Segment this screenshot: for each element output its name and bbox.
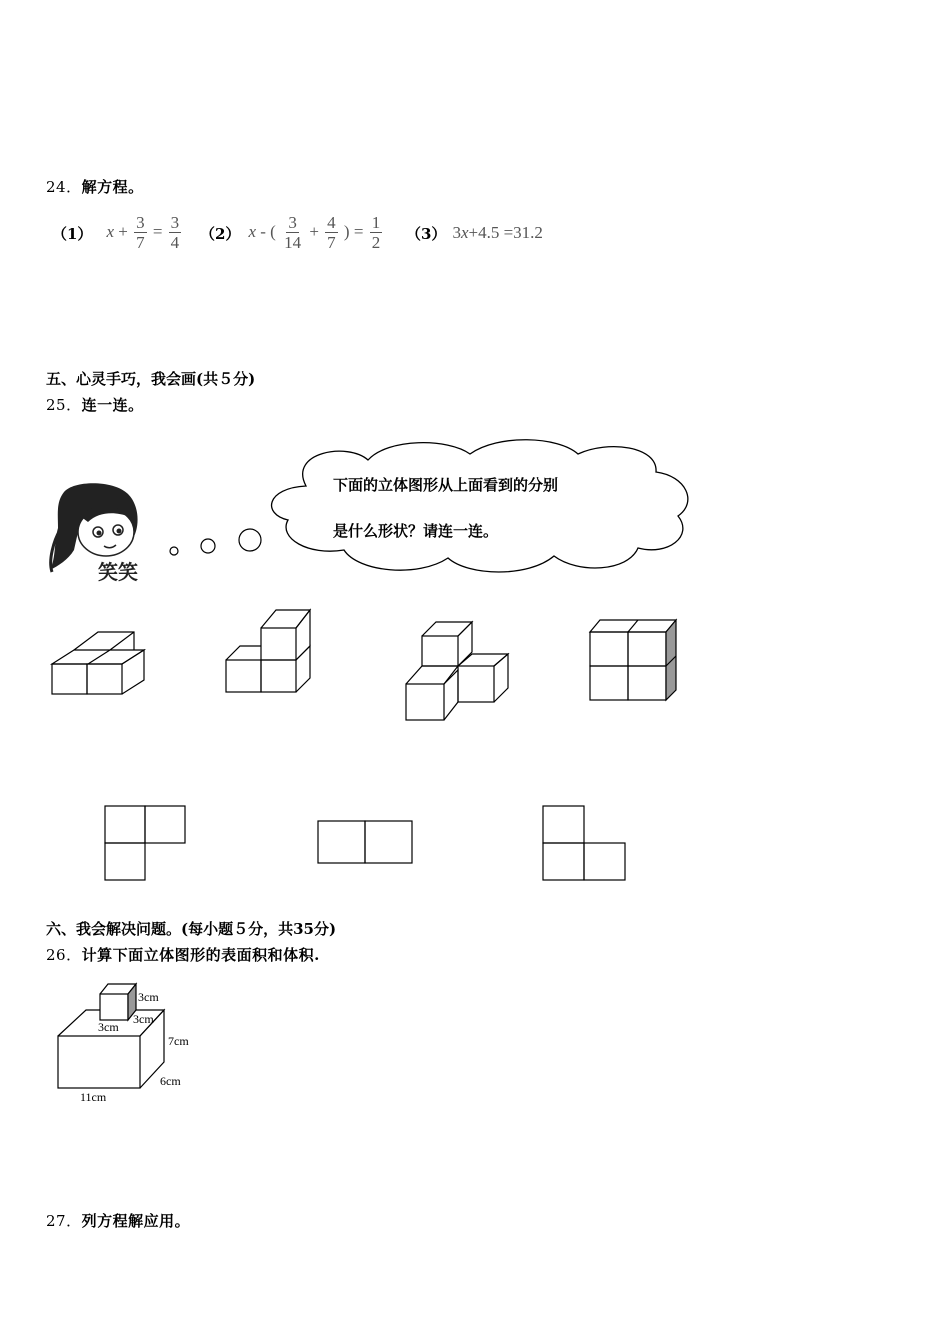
equation-1-expression: x + $\frac{3}{7}$ = $\frac{3}{4}$ bbox=[106, 213, 180, 252]
fraction: $\frac{3}{7}$ bbox=[136, 213, 145, 252]
q24-number: 24． bbox=[46, 178, 82, 196]
equation-3 bbox=[406, 208, 543, 258]
solid-figure-2 bbox=[224, 606, 320, 698]
bubble-line-1: 下面的立体图形从上面看到的分别 bbox=[333, 476, 559, 494]
label-big-length: 11cm bbox=[80, 1090, 107, 1104]
equation-2-label: （2） bbox=[200, 224, 241, 243]
label-big-depth: 6cm bbox=[160, 1074, 181, 1088]
fraction: $\frac{1}{2}$ bbox=[371, 213, 381, 252]
bubble-line-2: 是什么形状？请连一连。 bbox=[333, 522, 499, 540]
solid-figure-3 bbox=[404, 618, 514, 724]
equation-2 bbox=[200, 208, 384, 258]
top-view-shape-3 bbox=[542, 805, 628, 883]
section5-title: 五、心灵手巧，我会画(共５分) bbox=[46, 370, 256, 388]
fraction: $\frac{3}{14}$ bbox=[284, 213, 302, 252]
q24-title: 解方程。 bbox=[81, 178, 144, 196]
thought-dot bbox=[170, 547, 178, 555]
section6-title: 六、我会解决问题。(每小题５分，共35分) bbox=[46, 920, 337, 938]
solid-figure-4 bbox=[588, 618, 682, 704]
label-small-depth: 3cm bbox=[133, 1012, 154, 1026]
equation-1 bbox=[52, 208, 183, 258]
fraction: $\frac{4}{7}$ bbox=[327, 213, 336, 252]
thought-cloud bbox=[258, 432, 698, 580]
equation-3-expression: 3x+4.5 =31.2 bbox=[452, 223, 543, 242]
fraction: $\frac{3}{4}$ bbox=[170, 213, 180, 252]
thought-dot bbox=[201, 539, 215, 553]
equation-2-expression: x - ( $\frac{3}{14}$ + $\frac{4}{7}$ ) = $\frac{1}{2}$ bbox=[248, 213, 381, 252]
label-big-height: 7cm bbox=[168, 1034, 189, 1048]
top-view-shape-1 bbox=[104, 805, 188, 883]
top-view-shape-2 bbox=[317, 820, 415, 866]
q26-heading: 26．计算下面立体图形的表面积和体积. bbox=[46, 946, 320, 964]
thought-dots bbox=[165, 526, 265, 566]
equation-3-label: （3） bbox=[406, 224, 447, 243]
label-small-width: 3cm bbox=[98, 1020, 119, 1034]
equation-1-label: （1） bbox=[52, 224, 93, 243]
character-name: 笑笑 bbox=[98, 560, 138, 584]
q25-heading: 25．连一连。 bbox=[46, 396, 144, 414]
q24-heading bbox=[46, 176, 144, 197]
solid-figure-1 bbox=[50, 628, 150, 700]
label-small-height: 3cm bbox=[138, 990, 159, 1004]
q27-heading: 27．列方程解应用。 bbox=[46, 1212, 191, 1230]
